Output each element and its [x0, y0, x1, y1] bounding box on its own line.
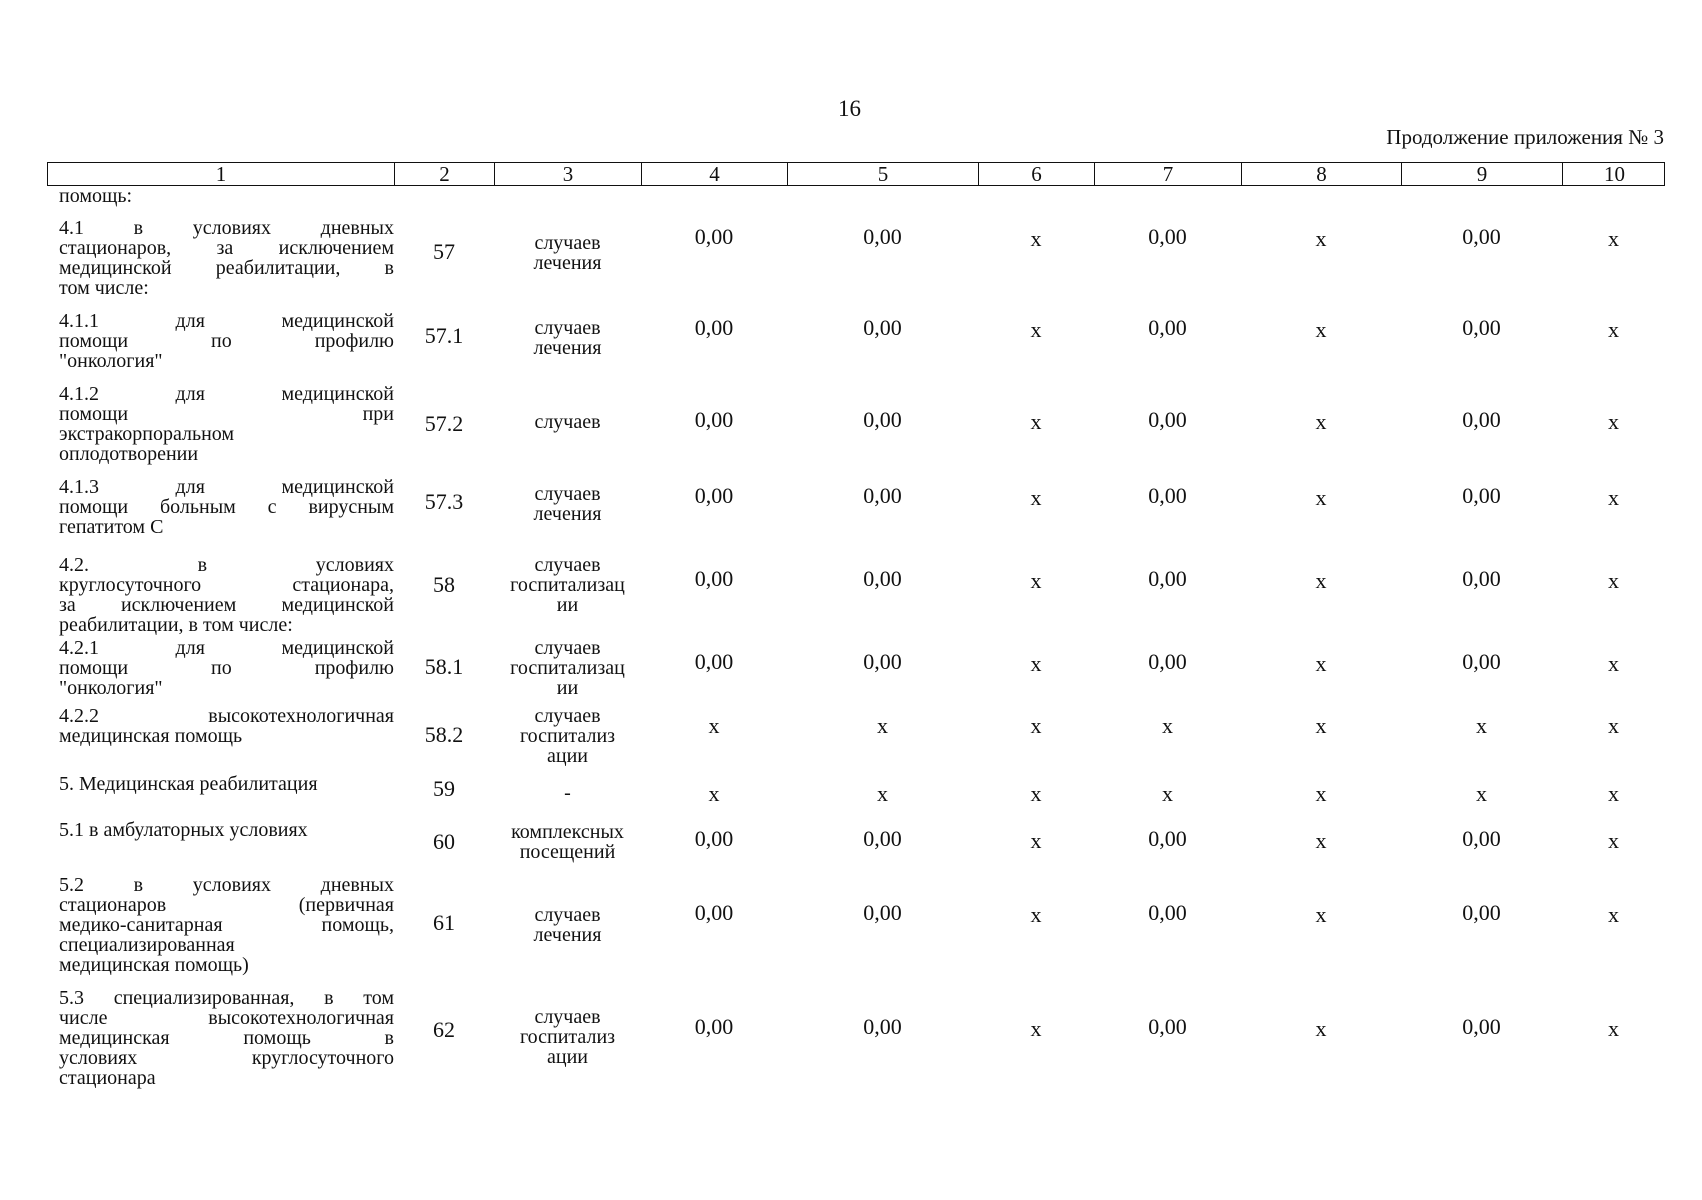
value-col-7: 0,00 [1148, 900, 1187, 925]
value-col-8: х [1315, 568, 1327, 593]
description-line: помощи по профилю [59, 657, 394, 679]
description-line: 4.1.1 для медицинской [59, 310, 394, 332]
description-line: медицинской реабилитации, в [59, 257, 394, 279]
value-col-8: х [1315, 651, 1327, 676]
value-col-6: х [1030, 409, 1042, 434]
value-col-8: х [1315, 226, 1327, 251]
value-col-5: х [877, 713, 888, 738]
description-line: за исключением медицинской [59, 594, 394, 616]
row-code: 58.1 [424, 654, 464, 679]
row-unit [494, 477, 641, 537]
description-line: 4.1 в условиях дневных [59, 217, 394, 239]
row-code: 59 [433, 776, 455, 801]
value-col-4: 0,00 [694, 483, 734, 508]
unit-line: случаев [534, 317, 601, 339]
row-description [47, 218, 394, 298]
row-description [47, 706, 394, 766]
row-unit [494, 988, 641, 1088]
value-col-8: х [1315, 828, 1327, 853]
description-line: 5.3 специализированная, в том [59, 987, 394, 1009]
unit-line: ии [556, 594, 579, 616]
row-unit [494, 638, 641, 698]
description-line: стационаров, за исключением [59, 237, 394, 259]
value-col-10: х [1608, 568, 1619, 593]
value-col-5: 0,00 [863, 649, 902, 674]
value-col-5: 0,00 [863, 1014, 902, 1039]
value-col-8: х [1315, 902, 1327, 927]
row-unit [494, 555, 641, 635]
value-col-4: 0,00 [694, 900, 734, 925]
row-description [47, 774, 394, 805]
header-col-2: 2 [395, 163, 495, 185]
unit-line: посещений [519, 841, 616, 863]
row-code: 57 [433, 239, 455, 264]
value-col-10: х [1608, 828, 1619, 853]
table-row [47, 218, 1665, 298]
page-number: 16 [838, 96, 861, 121]
unit-line: случаев [534, 232, 601, 254]
value-col-8: х [1315, 485, 1327, 510]
description-line: медицинская помощь) [59, 954, 249, 976]
value-col-10: х [1608, 713, 1619, 738]
description-line: медицинская помощь в [59, 1027, 394, 1049]
value-col-4: 0,00 [694, 1014, 734, 1039]
value-col-6: х [1030, 781, 1042, 806]
value-col-10: х [1608, 317, 1619, 342]
row-description [47, 384, 394, 464]
value-col-10: х [1608, 485, 1619, 510]
value-col-5: 0,00 [863, 224, 902, 249]
header-col-3: 3 [495, 163, 642, 185]
value-col-4: х [708, 713, 720, 738]
unit-line: случаев [534, 1006, 601, 1028]
description-line: стационаров (первичная [59, 894, 394, 916]
row-code: 57.2 [424, 411, 464, 436]
unit-line: ии [556, 677, 579, 699]
value-col-9: 0,00 [1462, 407, 1501, 432]
description-line: 4.2.1 для медицинской [59, 637, 394, 659]
value-col-5: 0,00 [863, 566, 902, 591]
description-line: 5.2 в условиях дневных [59, 874, 394, 896]
value-col-7: 0,00 [1148, 649, 1187, 674]
value-col-9: х [1476, 713, 1487, 738]
row-description [47, 638, 394, 698]
unit-line: лечения [533, 503, 602, 525]
value-col-7: 0,00 [1148, 315, 1187, 340]
description-line: условиях круглосуточного [59, 1047, 394, 1069]
description-line: 4.2. в условиях [59, 554, 394, 576]
row-unit [494, 311, 641, 371]
description-line: реабилитации, в том числе: [59, 614, 293, 636]
description-line: помощи больным с вирусным [59, 496, 394, 518]
value-col-5: 0,00 [863, 900, 902, 925]
unit-line: госпитализ [519, 1026, 616, 1048]
description-line: медико-санитарная помощь, [59, 914, 394, 936]
unit-line: - [564, 782, 571, 804]
value-col-6: х [1030, 651, 1042, 676]
description-line: помощи при [59, 403, 394, 425]
value-col-6: х [1030, 568, 1042, 593]
value-col-8: х [1315, 409, 1327, 434]
value-col-10: х [1608, 902, 1619, 927]
description-line: специализированная [59, 934, 235, 956]
unit-line: случаев [534, 705, 601, 727]
header-col-7: 7 [1095, 163, 1242, 185]
header-col-5: 5 [788, 163, 979, 185]
value-col-6: х [1030, 902, 1042, 927]
table-row [47, 820, 1665, 862]
value-col-8: х [1315, 317, 1327, 342]
value-col-5: 0,00 [863, 483, 902, 508]
unit-line: случаев [534, 637, 601, 659]
unit-line: случаев [534, 483, 601, 505]
description-line: стационара [59, 1067, 156, 1089]
unit-line: госпитализ [519, 725, 616, 747]
table-row [47, 477, 1665, 537]
value-col-10: х [1608, 226, 1619, 251]
value-col-4: 0,00 [694, 407, 734, 432]
row-code: 57.3 [424, 489, 464, 514]
value-col-9: 0,00 [1462, 483, 1501, 508]
value-col-4: 0,00 [694, 649, 734, 674]
unit-line: госпитализац [510, 574, 625, 596]
value-col-7: 0,00 [1148, 566, 1187, 591]
row-description [47, 555, 394, 635]
header-col-9: 9 [1402, 163, 1563, 185]
unit-line: случаев [534, 554, 601, 576]
header-col-1: 1 [48, 163, 395, 185]
row-unit [494, 706, 641, 766]
description-line: "онкология" [59, 350, 163, 372]
value-col-7: х [1162, 781, 1173, 806]
value-col-4: 0,00 [694, 566, 734, 591]
description-line: гепатитом С [59, 516, 164, 538]
value-col-10: х [1608, 1016, 1619, 1041]
row-unit [494, 218, 641, 298]
value-col-6: х [1030, 485, 1042, 510]
header-col-6: 6 [979, 163, 1095, 185]
value-col-9: 0,00 [1462, 649, 1501, 674]
row-unit [494, 384, 641, 464]
row-unit [494, 820, 641, 862]
description-line: 4.1.2 для медицинской [59, 383, 394, 405]
table-row [47, 384, 1665, 464]
value-col-10: х [1608, 651, 1619, 676]
unit-line: случаев [534, 904, 601, 926]
value-col-7: 0,00 [1148, 1014, 1187, 1039]
value-col-5: х [877, 781, 888, 806]
value-col-7: 0,00 [1148, 407, 1187, 432]
row-code: 62 [433, 1017, 455, 1042]
table-row [47, 875, 1665, 975]
description-line: медицинская помощь [59, 725, 243, 747]
value-col-6: х [1030, 317, 1042, 342]
header-col-8: 8 [1242, 163, 1402, 185]
value-col-8: х [1315, 781, 1327, 806]
value-col-8: х [1315, 1016, 1327, 1041]
row-code: 58 [433, 572, 455, 597]
value-col-5: 0,00 [863, 315, 902, 340]
unit-line: случаев [534, 411, 601, 433]
unit-line: лечения [533, 924, 602, 946]
table-row [47, 311, 1665, 371]
unit-line: лечения [533, 252, 602, 274]
value-col-6: х [1030, 828, 1042, 853]
row-unit [494, 875, 641, 975]
row-code: 60 [433, 829, 455, 854]
value-col-4: х [708, 781, 720, 806]
value-col-6: х [1030, 226, 1042, 251]
header-col-10: 10 [1604, 162, 1625, 186]
table-row [47, 988, 1665, 1088]
value-col-7: 0,00 [1148, 483, 1187, 508]
value-col-10: х [1608, 409, 1619, 434]
unit-line: госпитализац [510, 657, 625, 679]
description-line: оплодотворении [59, 443, 199, 465]
continued-text-fragment: помощь: [59, 185, 133, 207]
value-col-9: 0,00 [1462, 826, 1501, 851]
row-code: 57.1 [424, 323, 464, 348]
table-row [47, 706, 1665, 766]
value-col-9: 0,00 [1462, 1014, 1501, 1039]
description-line: помощи по профилю [59, 330, 394, 352]
value-col-10: х [1608, 781, 1619, 806]
value-col-5: 0,00 [863, 407, 902, 432]
table-header-row [47, 162, 1665, 186]
description-line: 4.2.2 высокотехнологичная [59, 705, 394, 727]
description-line: 5.1 в амбулаторных условиях [59, 819, 308, 841]
unit-line: ации [547, 1046, 588, 1068]
value-col-9: 0,00 [1462, 566, 1501, 591]
row-unit [494, 774, 641, 805]
value-col-7: 0,00 [1148, 826, 1187, 851]
value-col-9: х [1476, 781, 1487, 806]
row-code: 61 [433, 910, 455, 935]
table-row [47, 638, 1665, 698]
appendix-continuation-note: Продолжение приложения № 3 [1386, 125, 1664, 149]
row-description [47, 875, 394, 975]
value-col-9: 0,00 [1462, 900, 1501, 925]
unit-line: комплексных [511, 821, 624, 843]
value-col-8: х [1315, 713, 1327, 738]
description-line: экстракорпоральном [59, 423, 235, 445]
value-col-5: 0,00 [863, 826, 902, 851]
row-description [47, 820, 394, 862]
value-col-7: х [1162, 713, 1173, 738]
value-col-9: 0,00 [1462, 224, 1501, 249]
description-line: числе высокотехнологичная [59, 1007, 394, 1029]
value-col-4: 0,00 [694, 224, 734, 249]
row-description [47, 988, 394, 1088]
row-description [47, 477, 394, 537]
row-description [47, 311, 394, 371]
description-line: "онкология" [59, 677, 163, 699]
value-col-7: 0,00 [1148, 224, 1187, 249]
value-col-4: 0,00 [694, 315, 734, 340]
description-line: круглосуточного стационара, [59, 574, 394, 596]
unit-line: ации [547, 745, 588, 767]
value-col-4: 0,00 [694, 826, 734, 851]
description-line: 5. Медицинская реабилитация [59, 773, 318, 795]
row-code: 58.2 [424, 722, 464, 747]
value-col-9: 0,00 [1462, 315, 1501, 340]
unit-line: лечения [533, 337, 602, 359]
header-col-4: 4 [642, 163, 788, 185]
value-col-6: х [1030, 713, 1042, 738]
table-row [47, 555, 1665, 635]
value-col-6: х [1030, 1016, 1042, 1041]
description-line: том числе: [59, 277, 149, 299]
description-line: 4.1.3 для медицинской [59, 476, 394, 498]
table-row [47, 774, 1665, 805]
